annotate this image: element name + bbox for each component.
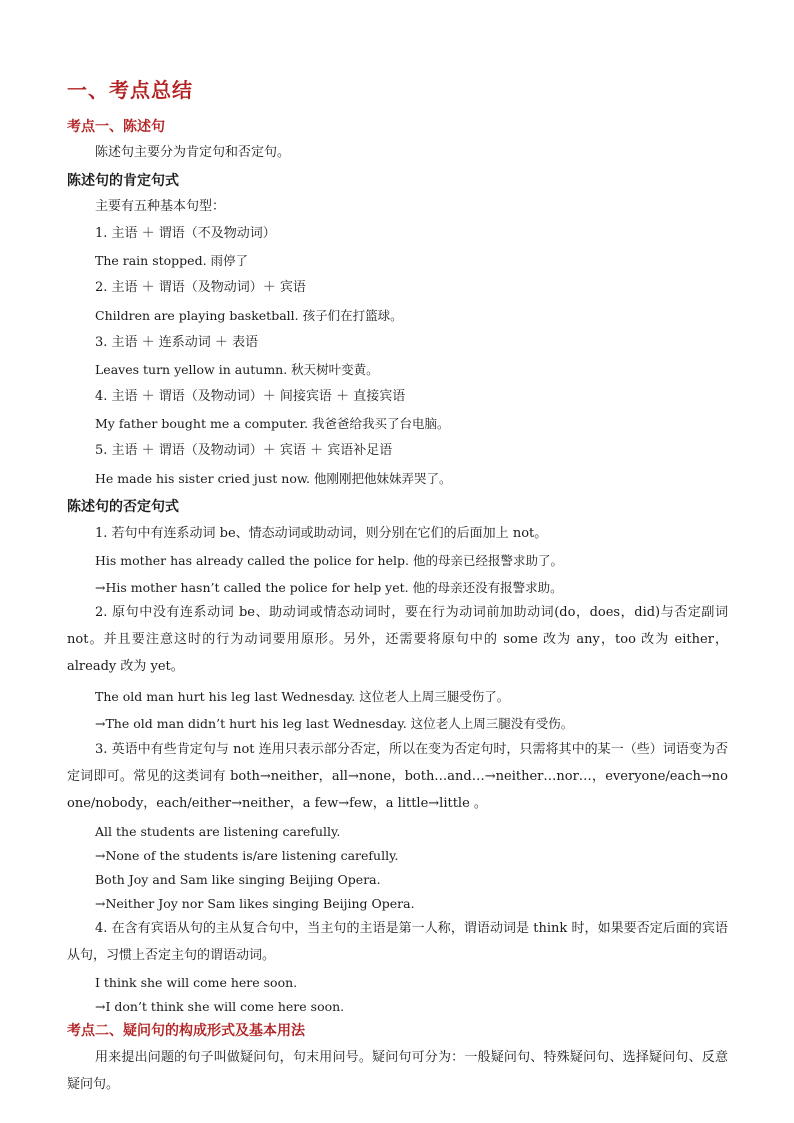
pattern-example: Leaves turn yellow in autumn. 秋天树叶变黄。 <box>95 362 379 377</box>
affirmative-heading: 陈述句的肯定句式 <box>67 173 179 189</box>
negative-example: →I don’t think she will come here soon. <box>95 999 345 1014</box>
point2-heading: 考点二、疑问句的构成形式及基本用法 <box>67 1023 305 1039</box>
pattern-rule: 1. 主语 ＋ 谓语（不及物动词） <box>95 226 276 241</box>
pattern-example: Children are playing basketball. 孩子们在打篮球。 <box>95 308 403 323</box>
point2-intro: 用来提出问题的句子叫做疑问句，句末用问号。疑问句可分为：一般疑问句、特殊疑问句、选择疑问句、反意疑问句。 <box>67 1050 728 1092</box>
negative-rule: 1. 若句中有连系动词 be、情态动词或助动词，则分别在它们的后面加上 not。 <box>95 526 548 541</box>
negative-example: All the students are listening carefully. <box>95 824 341 839</box>
pattern-example: My father bought me a computer. 我爸爸给我买了台电脑。 <box>95 416 450 431</box>
negative-example: Both Joy and Sam like singing Beijing Opera. <box>95 872 381 887</box>
negative-example: The old man hurt his leg last Wednesday. 这位老人上周三腿受伤了。 <box>95 689 510 704</box>
negative-rule: 4. 在含有宾语从句的主从复合句中，当主句的主语是第一人称，谓语动词是 think 时，如果要否定后面的宾语从句，习惯上否定主句的谓语动词。 <box>67 921 728 963</box>
negative-example: →None of the students is/are listening carefully. <box>95 848 399 863</box>
negative-example: →Neither Joy nor Sam likes singing Beijing Opera. <box>95 896 415 911</box>
negative-example: →The old man didn’t hurt his leg last Wednesday. 这位老人上周三腿没有受伤。 <box>95 716 574 731</box>
negative-rule: 3. 英语中有些肯定句与 not 连用只表示部分否定，所以在变为否定句时，只需将其中的某一（些）词语变为否定词即可。常见的这类词有 both→neither，all→none，both…and…→neither…nor…，everyone/each→no one/nobody，each/either→neither，a few→few，a little→little 。 <box>67 742 728 811</box>
pattern-rule: 2. 主语 ＋ 谓语（及物动词）＋ 宾语 <box>95 280 306 295</box>
pattern-rule: 3. 主语 ＋ 连系动词 ＋ 表语 <box>95 335 259 350</box>
negative-rule: 2. 原句中没有连系动词 be、助动词或情态动词时，要在行为动词前加助动词(do，does，did)与否定副词 not。并且要注意这时的行为动词要用原形。另外，还需要将原句中的 some 改为 any，too 改为 either，already 改为 yet。 <box>67 605 728 674</box>
negative-example: →His mother hasn’t called the police for help yet. 他的母亲还没有报警求助。 <box>95 580 563 595</box>
affirmative-intro: 主要有五种基本句型： <box>95 199 226 214</box>
pattern-example: The rain stopped. 雨停了 <box>95 253 249 268</box>
point1-intro: 陈述句主要分为肯定句和否定句。 <box>95 145 291 160</box>
point1-heading: 考点一、陈述句 <box>67 119 165 135</box>
negative-example: I think she will come here soon. <box>95 975 298 990</box>
section-title: 一、考点总结 <box>67 78 193 102</box>
pattern-rule: 5. 主语 ＋ 谓语（及物动词）＋ 宾语 ＋ 宾语补足语 <box>95 443 393 458</box>
pattern-example: He made his sister cried just now. 他刚刚把他妹妹弄哭了。 <box>95 471 452 486</box>
negative-example: His mother has already called the police for help. 他的母亲已经报警求助了。 <box>95 553 563 568</box>
negative-heading: 陈述句的否定句式 <box>67 499 179 515</box>
pattern-rule: 4. 主语 ＋ 谓语（及物动词）＋ 间接宾语 ＋ 直接宾语 <box>95 389 406 404</box>
